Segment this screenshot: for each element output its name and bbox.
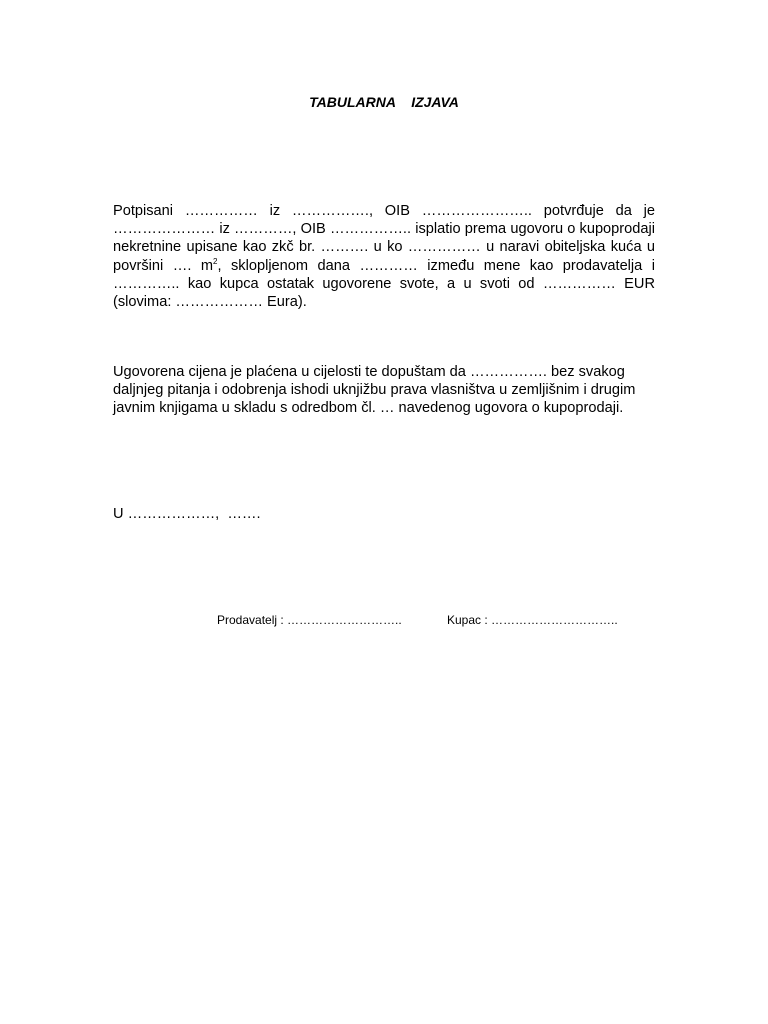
area-unit-superscript: 2: [213, 256, 218, 266]
document-title: TABULARNA IZJAVA: [309, 94, 459, 110]
seller-signature-line: Prodavatelj : ………………………..: [217, 613, 402, 627]
statement-text-part2: , sklopljenom dana ………… između mene kao prodavatelja i ………….. kao kupca ostatak ugovorene svote, a u svoti od …………… EUR (slovima: ……………… Eura).: [113, 257, 655, 311]
place-date-line: U ………………, …….: [113, 506, 261, 522]
buyer-signature-line: Kupac : …………………………..: [447, 613, 618, 627]
consent-paragraph: Ugovorena cijena je plaćena u cijelosti te dopuštam da ……………. bez svakog daljnjeg pitanja i odobrenja ishodi uknjižbu prava vlasništva u zemljišnim i drugim javnim knjigama u skladu s odredbom čl. … navedenog ugovora o kupoprodaji.: [113, 364, 636, 417]
statement-paragraph: [113, 202, 655, 311]
statement-text-part1: Potpisani …………… iz ……………., OIB ………………….. potvrđuje da je ………………… iz …………, OIB …………….. isplatio prema ugovoru o kupoprodaji nekretnine upisane kao zkč br. ………. u ko …………… u naravi obiteljska kuća u površini …. m: [113, 203, 655, 274]
